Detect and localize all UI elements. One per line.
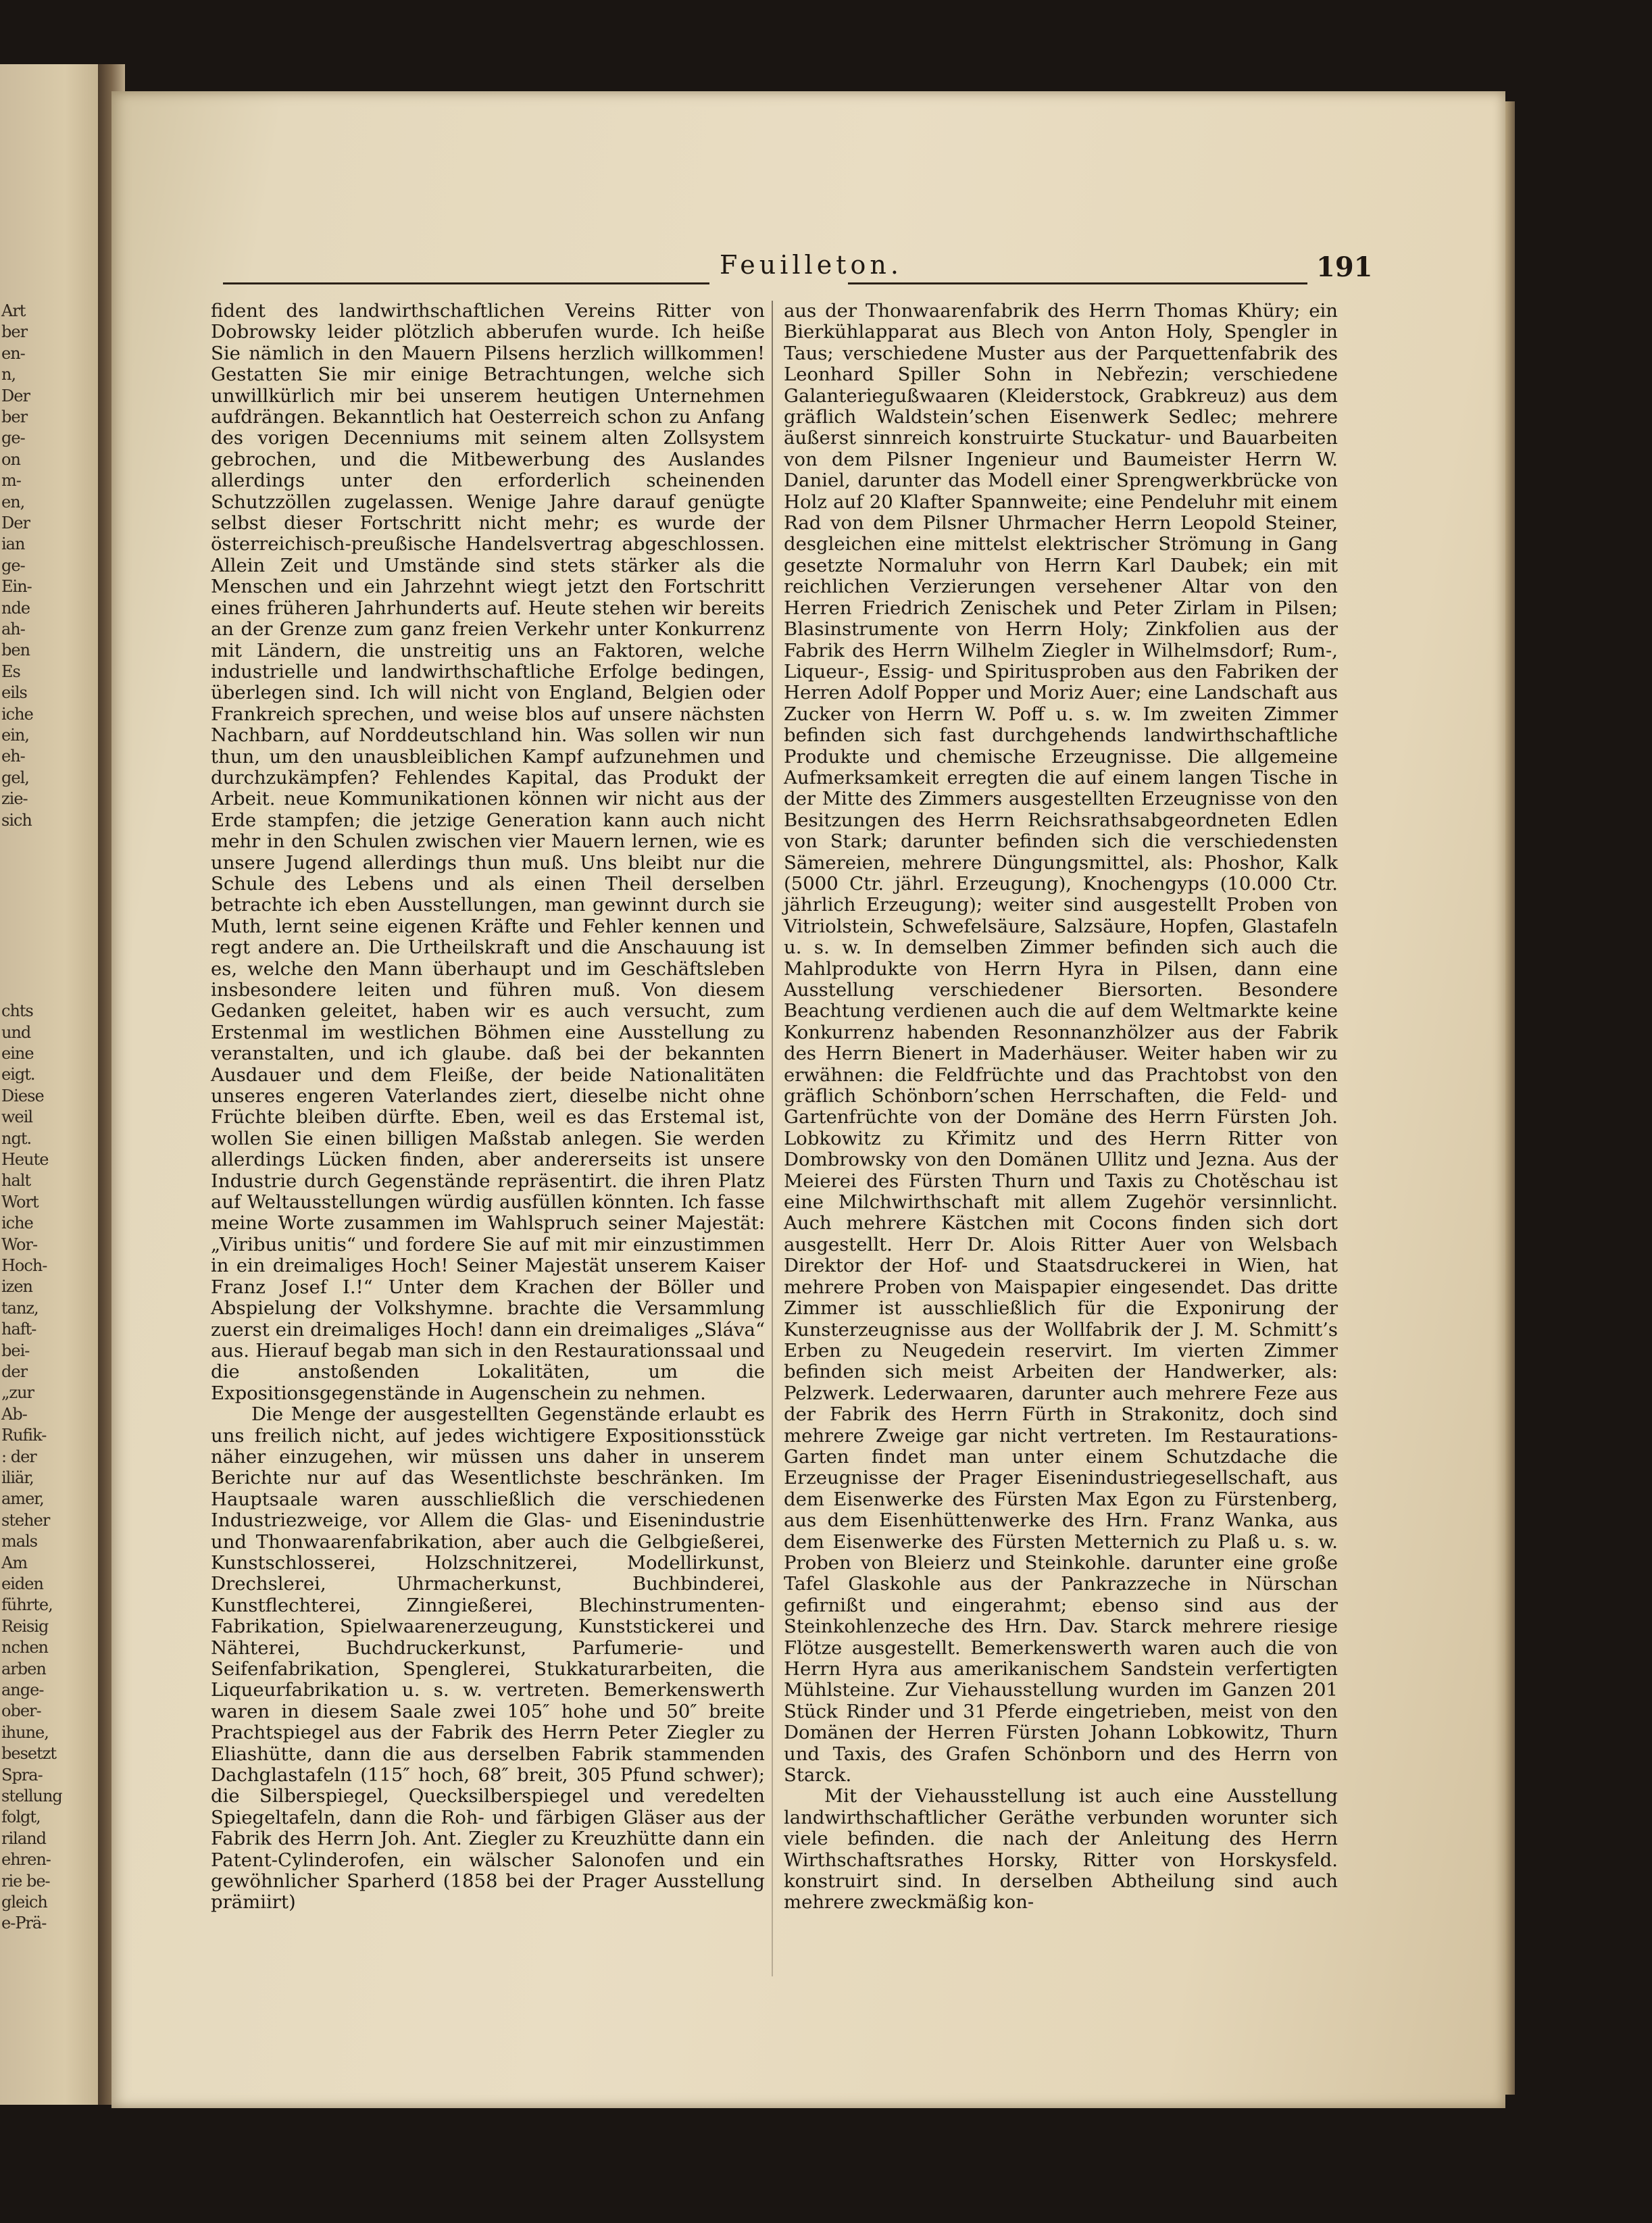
facing-page-fragment: eils [1, 683, 27, 703]
header-rule-left [223, 282, 709, 284]
column-divider [772, 301, 773, 1976]
facing-page-fragment: Ab- [1, 1404, 27, 1424]
running-title: Feuilleton. [720, 250, 903, 280]
facing-page-fragment: gel, [1, 768, 29, 787]
page-number: 191 [1316, 251, 1373, 283]
facing-page-fragment: iche [1, 704, 33, 724]
paragraph: Mit der Viehausstellung ist auch eine Ausstellung landwirthschaftlicher Geräthe verbunden worunter sich viele befinden. die nach der Anleitung des Herrn Wirthschaftsrathes Horsky, Ritter von Horskysfeld. konstruirt sind. In derselben Abtheilung sind auch mehrere zweckmäßig kon- [784, 1785, 1338, 1914]
facing-page-fragment: Hoch- [1, 1256, 47, 1275]
facing-page-fragment: tanz, [1, 1298, 39, 1318]
facing-page-fragment: ehren- [1, 1850, 51, 1870]
facing-page-fragment: arben [1, 1659, 46, 1678]
facing-page-fragment: nchen [1, 1638, 49, 1657]
facing-page-fragment: Der [1, 514, 30, 532]
facing-page-fragment: ein, [1, 726, 29, 745]
facing-page-fragment: chts [1, 1001, 33, 1021]
facing-page-fragment: ian [1, 534, 25, 554]
paragraph: fident des landwirthschaftlichen Vereins Ritter von Dobrowsky leider plötzlich abberufen wurde. Ich heiße Sie nämlich in den Mauern Pilsens herzlich willkommen! Gestatten Sie mir einige Betrachtungen, welche sich unwillkürlich mir bei unserem heutigen Unternehmen aufdrängen. Bekanntlich hat Oesterreich schon zu Anfang des vorigen Decenniums mit seinem alten Zollsystem gebrochen, und die Mitbewerbung des Auslandes allerdings unter den erforderlich scheinenden Schutzzöllen zugelassen. Wenige Jahre darauf genügte selbst dieser Fortschritt nicht mehr; es wurde der österreichisch-preußische Handelsvertrag abgeschlossen. Allein Zeit und Umstände sind stets stärker als die Menschen und ein Jahrzehnt wiegt jetzt den Fortschritt eines früheren Jahrhunderts auf. Heute stehen wir bereits an der Grenze zum ganz freien Verkehr unter Konkurrenz mit Ländern, die unstreitig uns an Faktoren, welche industrielle und landwirthschaftliche Erfolge bedingen, überlegen sind. Ich will nicht von England, Belgien oder Frankreich sprechen, und weise blos auf unsere nächsten Nachbarn, auf Norddeutschland hin. Was sollen wir nun thun, um den unausbleiblichen Kampf aufzunehmen und durchzukämpfen? Fehlendes Kapital, das Produkt der Arbeit. neue Kommunikationen können wir nicht aus der Erde stampfen; die jetzige Generation kann auch nicht mehr in den Schulen zwischen vier Mauern lernen, wie es unsere Jugend allerdings thun muß. Uns bleibt nur die Schule des Lebens und als einen Theil derselben betrachte ich eben Ausstellungen, man gewinnt durch sie Muth, lernt seine eigenen Kräfte und Fehler kennen und regt andere an. Die Urtheilskraft und die Anschauung ist es, welche den Mann überhaupt und im Geschäftsleben insbesondere leiten und führen muß. Von diesem Gedanken geleitet, haben wir es auch versucht, zum Erstenmal im westlichen Böhmen eine Ausstellung zu veranstalten, und ich glaube. daß bei der bekannten Ausdauer und dem Fleiße, der beide Nationalitäten unseres engeren Vaterlandes ziert, dieselbe nicht ohne Früchte bleiben dürfte. Eben, weil es das Erstemal ist, wollen Sie einen billigen Maßstab anlegen. Sie werden allerdings Lücken finden, aber andererseits ist unsere Industrie durch Gegenstände repräsentirt. die ihren Platz auf Weltausstellungen würdig ausfüllen könnten. Ich fasse meine Worte zusammen im Wahlspruch seiner Majestät: „Viribus unitis“ und fordere Sie auf mit mir einzustimmen in ein dreimaliges Hoch! Seiner Majestät unserem Kaiser Franz Josef I.!“ Unter dem Krachen der Böller und Abspielung der Volkshymne. brachte die Versammlung zuerst ein dreimaliges Hoch! dann ein dreimaliges „Sláva“ aus. Hierauf begab man sich in den Restaurationssaal und die anstoßenden Lokalitäten, um die Expositionsgegenstände in Augenschein zu nehmen. [211, 300, 765, 1404]
facing-page-fragment: „zur [1, 1383, 34, 1403]
facing-page-fragment: : der [1, 1447, 36, 1466]
facing-page-fragment: iliär, [1, 1468, 34, 1487]
facing-page-fragment: riland [1, 1828, 46, 1848]
facing-page-fragment: rie be- [1, 1871, 50, 1891]
facing-page-fragment: und [1, 1022, 31, 1042]
facing-page-fragment: besetzt [1, 1744, 57, 1764]
facing-page-fragment: amer, [1, 1489, 44, 1509]
facing-page-fragment: en, [1, 492, 25, 511]
facing-page-fragment: eigt. [1, 1065, 35, 1084]
facing-page-fragment: n, [1, 365, 16, 384]
facing-page-fragment: Diese [1, 1086, 44, 1105]
facing-page-fragment: sich [1, 810, 32, 830]
facing-page-fragment: Heute [1, 1150, 49, 1169]
facing-page-fragment: bei- [1, 1341, 30, 1360]
facing-page-fragment: stellung [1, 1787, 62, 1805]
facing-page-fragment: Rufik- [1, 1426, 47, 1445]
text-column-left [211, 301, 765, 1914]
facing-page-fragment: m- [1, 471, 21, 491]
facing-page-fragment: izen [1, 1277, 32, 1297]
facing-page-fragment: e-Prä- [1, 1914, 47, 1933]
header-rule-right [848, 282, 1307, 284]
facing-page-fragment: Spra- [1, 1765, 43, 1784]
facing-page-fragment: Der [1, 386, 30, 405]
facing-page-fragment: steher [1, 1510, 50, 1530]
facing-page-fragment: nde [1, 598, 30, 618]
facing-page-fragment: Es [1, 661, 20, 681]
facing-page-fragment: Wor- [1, 1234, 38, 1254]
facing-page-fragment: halt [1, 1171, 31, 1191]
facing-page-fragment: ngt. [1, 1128, 32, 1148]
facing-page-fragment: zie- [1, 789, 28, 809]
facing-page-fragment: der [1, 1362, 28, 1381]
facing-page-fragment: ah- [1, 620, 25, 639]
facing-page-fragment: Wort [1, 1192, 39, 1212]
facing-page-fragment: folgt, [1, 1807, 41, 1827]
facing-page-fragment: ber [1, 407, 28, 426]
facing-page-fragment: iche [1, 1214, 33, 1233]
facing-page-fragment: Reisig [1, 1616, 49, 1636]
facing-page-fragment: Art [1, 301, 26, 320]
facing-page-fragment: eh- [1, 747, 25, 766]
facing-page-fragment: führte, [1, 1595, 53, 1615]
facing-page-fragment: Am [1, 1553, 28, 1572]
paragraph: Die Menge der ausgestellten Gegenstände erlaubt es uns freilich nicht, auf jedes wichtigere Expositionsstück näher einzugehen, wir müssen uns daher in unserem Berichte nur auf das Wesentlichste beschränken. Im Hauptsaale waren ausschließlich die verschiedenen Industriezweige, vor Allem die Glas- und Eisenindustrie und Thonwaarenfabrikation, aber auch die Gelbgießerei, Kunstschlosserei, Holzschnitzerei, Modellirkunst, Drechslerei, Uhrmacherkunst, Buchbinderei, Kunstflechterei, Zinngießerei, Blechinstrumenten-Fabrikation, Spielwaarenerzeugung, Kunststickerei und Nähterei, Buchdruckerkunst, Parfumerie- und Seifenfabrikation, Spenglerei, Stukkaturarbeiten, die Liqueurfabrikation u. s. w. vertreten. Bemerkenswerth waren in diesem Saale zwei 105″ hohe und 50″ breite Prachtspiegel aus der Fabrik des Herrn Peter Ziegler zu Eliashütte, dann die aus derselben Fabrik stammenden Dachglastafeln (115″ hoch, 68″ breit, 305 Pfund schwer); die Silberspiegel, Quecksilberspiegel und veredelten Spiegeltafeln, dann die Roh- und färbigen Gläser aus der Fabrik des Herrn Joh. Ant. Ziegler zu Kreuzhütte dann ein Patent-Cylinderofen, ein wälscher Salonofen und ein gewöhnlicher Sparherd (1858 bei der Prager Ausstellung prämiirt) [211, 1403, 765, 1914]
paragraph: aus der Thonwaarenfabrik des Herrn Thomas Khüry; ein Bierkühlapparat aus Blech von Anton Holy, Spengler in Taus; verschiedene Muster aus der Parquettenfabrik des Leonhard Spiller Sohn in Nebřezin; verschiedene Galanteriegußwaaren (Kleiderstock, Grabkreuz) aus dem gräflich Waldstein’schen Eisenwerk Sedlec; mehrere äußerst sinnreich konstruirte Stuckatur- und Bauarbeiten von dem Pilsner Ingenieur und Baumeister Herrn W. Daniel, darunter das Modell einer Sprengwerkbrücke von Holz auf 20 Klafter Spannweite; eine Pendeluhr mit einem Rad von dem Pilsner Uhrmacher Herrn Leopold Steiner, desgleichen eine mittelst elektrischer Strömung in Gang gesetzte Normaluhr von Herrn Karl Daubek; ein mit reichlichen Verzierungen versehener Altar von den Herren Friedrich Zenischek und Peter Zirlam in Pilsen; Blasinstrumente von Herrn Holy; Zinkfolien aus der Fabrik des Herrn Wilhelm Ziegler in Wilhelmsdorf; Rum-, Liqueur-, Essig- und Spiritusproben aus den Fabriken der Herren Adolf Popper und Moriz Auer; eine Landschaft aus Zucker von Herrn W. Poff u. s. w. Im zweiten Zimmer befinden sich fast durchgehends landwirthschaftliche Produkte und chemische Erzeugnisse. Die allgemeine Aufmerksamkeit erregten die auf einem langen Tische in der Mitte des Zimmers ausgestellten Erzeugnisse von den Besitzungen des Herrn Reichsrathsabgeordneten Edlen von Stark; darunter befinden sich die verschiedensten Sämereien, mehrere Düngungsmittel, als: Phoshor, Kalk (5000 Ctr. jährl. Erzeugung), Knochengyps (10.000 Ctr. jährlich Erzeugung); weiter sind ausgestellt Proben von Vitriolstein, Schwefelsäure, Salzsäure, Hopfen, Glastafeln u. s. w. In demselben Zimmer befinden sich auch die Mahlprodukte von Herrn Hyra in Pilsen, dann eine Ausstellung verschiedener Biersorten. Besondere Beachtung verdienen auch die auf dem Weltmarkte keine Konkurrenz habenden Resonnanzhölzer aus der Fabrik des Herrn Bienert in Maderhäuser. Weiter haben wir zu erwähnen: die Feldfrüchte und das Prachtobst von den gräflich Schönborn’schen Herrschaften, die Feld- und Gartenfrüchte von der Domäne des Herrn Fürsten Joh. Lobkowitz zu Křimitz und des Herrn Ritter von Dombrowsky von den Domänen Ullitz und Jezna. Aus der Meierei des Fürsten Thurn und Taxis zu Chotěschau ist eine Milchwirthschaft mit allem Zugehör versinnlicht. Auch mehrere Kästchen mit Cocons finden sich dort ausgestellt. Herr Dr. Alois Ritter Auer von Welsbach Direktor der Hof- und Staatsdruckerei in Wien, hat mehrere Proben von Maispapier eingesendet. Das dritte Zimmer ist ausschließlich für die Exponirung der Kunsterzeugnisse aus der Wollfabrik der J. M. Schmitt’s Erben zu Neugedein reservirt. Im vierten Zimmer befinden sich meist Arbeiten der Handwerker, als: Pelzwerk. Lederwaaren, darunter auch mehrere Feze aus der Fabrik des Herrn Fürth in Strakonitz, doch sind mehrere Zweige gar nicht vertreten. Im Restaurations-Garten findet man unter einem Schutzdache die Erzeugnisse der Prager Eisenindustriegesellschaft, aus dem Eisenwerke des Fürsten Max Egon zu Fürstenberg, aus dem Eisenhüttenwerke des Hrn. Franz Wanka, aus dem Eisenwerke des Fürsten Metternich zu Plaß u. s. w. Proben von Bleierz und Steinkohle. darunter eine große Tafel Glaskohle aus der Pankrazzeche in Nürschan gefirnißt und eingerahmt; ebenso sind aus der Steinkohlenzeche des Hrn. Dav. Starck mehrere riesige Flötze ausgestellt. Bemerkenswerth waren auch die von Herrn Hyra aus amerikanischem Sandstein verfertigten Mühlsteine. Zur Viehausstellung wurden im Ganzen 201 Stück Rinder und 31 Pferde eingetrieben, meist von den Domänen der Herren Fürsten Johann Lobkowitz, Thurn und Taxis, des Grafen Schönborn und des Herrn von Starck. [784, 300, 1338, 1787]
facing-page-fragment: eine [1, 1044, 34, 1063]
facing-page-fragment: ober- [1, 1701, 41, 1721]
text-column-right [784, 301, 1338, 1914]
facing-page-fragment: weil [1, 1107, 33, 1127]
facing-page-fragment: ange- [1, 1680, 44, 1699]
facing-page-fragment: ber [1, 322, 28, 342]
facing-page-fragment: mals [1, 1532, 38, 1551]
facing-page-fragment: ihune, [1, 1722, 49, 1742]
facing-page-fragment: haft- [1, 1320, 36, 1339]
facing-page-fragment: on [1, 449, 20, 469]
facing-page-fragment: ge- [1, 428, 25, 448]
facing-page-fragment: gleich [1, 1893, 47, 1912]
facing-page-fragment: en- [1, 343, 25, 363]
page-edge [1505, 101, 1515, 2095]
facing-page-fragment: ge- [1, 555, 25, 575]
facing-page-fragment: ben [1, 641, 30, 660]
facing-page-fragment: eiden [1, 1574, 43, 1593]
facing-page-fragment: Ein- [1, 577, 32, 597]
